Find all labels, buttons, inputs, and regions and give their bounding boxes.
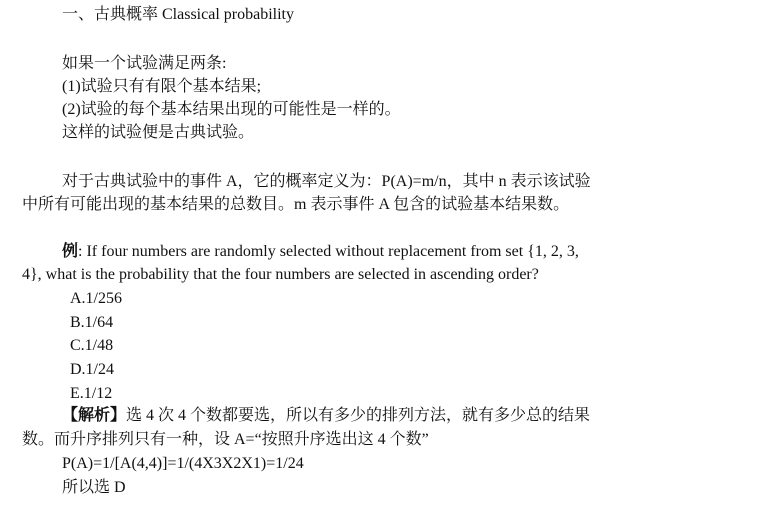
solution-formula: P(A)=1/[A(4,4)]=1/(4X3X2X1)=1/24 xyxy=(62,455,304,472)
solution-label: 【解析】 xyxy=(62,407,127,424)
option-e: E.1/12 xyxy=(70,385,113,402)
option-d: D.1/24 xyxy=(70,361,114,378)
solution-line-2: 数。而升序排列只有一种，设 A=“按照升序选出这 4 个数” xyxy=(22,431,429,448)
option-a: A.1/256 xyxy=(70,290,122,307)
solution-line-1 xyxy=(62,405,590,427)
example-line-1 xyxy=(62,241,579,263)
solution-answer: 所以选 D xyxy=(62,479,126,496)
condition-item-1: (1)试验只有有限个基本结果; xyxy=(62,78,262,95)
condition-item-2: (2)试验的每个基本结果出现的可能性是一样的。 xyxy=(62,101,401,118)
section-heading: 一、古典概率 Classical probability xyxy=(62,6,294,23)
example-line-2: 4}, what is the probability that the four numbers are selected in ascending order? xyxy=(22,266,539,283)
definition-line-2: 中所有可能出现的基本结果的总数目。m 表示事件 A 包含的试验基本结果数。 xyxy=(22,196,570,213)
example-text-1: : If four numbers are randomly selected without replacement from set {1, 2, 3, xyxy=(78,243,579,260)
conditions-intro: 如果一个试验满足两条: xyxy=(62,55,227,72)
option-c: C.1/48 xyxy=(70,337,114,354)
example-label: 例 xyxy=(62,243,79,260)
solution-text-1: 选 4 次 4 个数都要选，所以有多少的排列方法，就有多少总的结果 xyxy=(126,407,591,424)
conditions-conclusion: 这样的试验便是古典试验。 xyxy=(62,124,255,141)
definition-line-1: 对于古典试验中的事件 A，它的概率定义为：P(A)=m/n，其中 n 表示该试验 xyxy=(62,173,591,190)
option-b: B.1/64 xyxy=(70,314,114,331)
